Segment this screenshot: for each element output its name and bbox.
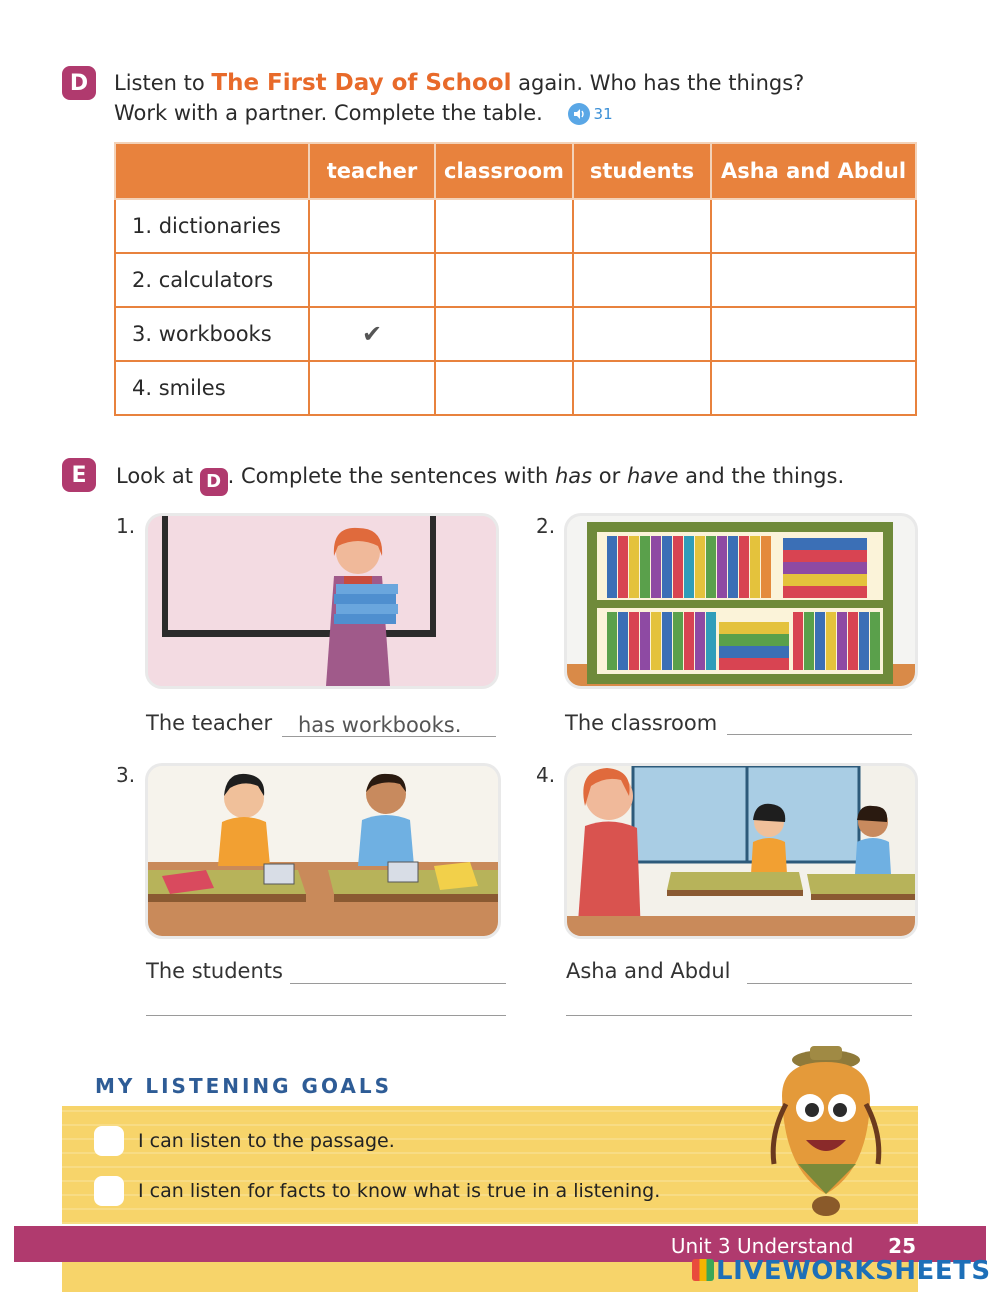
row-label: 3. workbooks <box>115 307 309 361</box>
table-cell[interactable] <box>435 199 573 253</box>
section-d-badge: D <box>62 66 96 100</box>
instruction-text: Work with a partner. Complete the table. <box>114 101 543 125</box>
table-row <box>115 307 916 361</box>
check-mark-cell[interactable]: ✔ <box>309 307 435 361</box>
goal-text: I can listen for facts to know what is true in a listening. <box>138 1180 661 1202</box>
table-cell[interactable] <box>435 361 573 415</box>
instruction-text: Listen to <box>114 71 212 95</box>
table-cell[interactable] <box>573 253 711 307</box>
section-d-reference-badge: D <box>200 468 228 496</box>
watermark-text: LIVEWORKSHEETS <box>716 1256 991 1286</box>
listening-goals-title: MY LISTENING GOALS <box>95 1074 393 1098</box>
footer-unit-label <box>671 1234 916 1258</box>
table-cell[interactable] <box>309 361 435 415</box>
header-asha-abdul: Asha and Abdul <box>711 143 916 199</box>
word-has: has <box>554 464 593 488</box>
instruction-text: . Complete the sentences with <box>227 464 555 488</box>
table-cell[interactable] <box>573 361 711 415</box>
goal-text: I can listen to the passage. <box>138 1130 395 1152</box>
speaker-icon[interactable] <box>568 103 590 125</box>
table-row <box>115 199 916 253</box>
header-classroom: classroom <box>435 143 573 199</box>
section-d-instruction <box>114 68 804 129</box>
table-cell[interactable] <box>309 253 435 307</box>
header-students: students <box>573 143 711 199</box>
story-title: The First Day of School <box>211 70 512 96</box>
mascot-illustration <box>760 1044 890 1222</box>
goal-checkbox[interactable] <box>94 1176 124 1206</box>
section-d-line1 <box>114 68 804 98</box>
goal-checkbox[interactable] <box>94 1126 124 1156</box>
header-blank <box>115 143 309 199</box>
teacher-workbooks-illustration <box>148 516 496 686</box>
answer-line[interactable] <box>566 1015 912 1016</box>
table-cell[interactable] <box>309 199 435 253</box>
exercise-number: 1. <box>116 514 136 538</box>
bookshelf-dictionaries-illustration <box>567 516 915 686</box>
table-cell[interactable] <box>711 307 916 361</box>
section-e-badge: E <box>62 458 96 492</box>
instruction-text: Look at <box>116 464 200 488</box>
students-calculators-illustration <box>148 766 498 936</box>
completion-table <box>114 142 917 416</box>
instruction-text: or <box>592 464 627 488</box>
row-label: 2. calculators <box>115 253 309 307</box>
exercise-sentence: The teacher <box>146 711 273 735</box>
liveworksheets-watermark <box>692 1256 991 1286</box>
answer-line[interactable] <box>146 1015 506 1016</box>
table-cell[interactable] <box>711 253 916 307</box>
instruction-text: and the things. <box>678 464 845 488</box>
exercise-sentence: The classroom <box>565 711 718 735</box>
audio-track[interactable] <box>568 99 613 129</box>
asha-abdul-classroom-illustration <box>567 766 915 936</box>
table-cell[interactable] <box>435 307 573 361</box>
goal-item <box>94 1176 660 1206</box>
liveworksheets-logo-icon <box>692 1259 714 1281</box>
exercise-sentence: Asha and Abdul <box>566 959 731 983</box>
goal-item <box>94 1126 395 1156</box>
table-cell[interactable] <box>711 361 916 415</box>
exercise-number: 2. <box>536 514 556 538</box>
table-cell[interactable] <box>711 199 916 253</box>
table-cell[interactable] <box>573 307 711 361</box>
header-teacher: teacher <box>309 143 435 199</box>
exercise-number: 3. <box>116 763 136 787</box>
answer-line[interactable] <box>727 734 912 735</box>
unit-label: Unit 3 Understand <box>670 1234 854 1258</box>
table-cell[interactable] <box>435 253 573 307</box>
table-header-row <box>115 143 916 199</box>
word-have: have <box>626 464 679 488</box>
answer-text[interactable]: has workbooks. <box>298 713 462 737</box>
row-label: 1. dictionaries <box>115 199 309 253</box>
table-row <box>115 253 916 307</box>
table-cell[interactable] <box>573 199 711 253</box>
page-number: 25 <box>888 1234 916 1258</box>
answer-line[interactable] <box>290 983 506 984</box>
section-e-instruction <box>116 461 844 496</box>
row-label: 4. smiles <box>115 361 309 415</box>
section-d-line2 <box>114 98 804 129</box>
table-row <box>115 361 916 415</box>
exercise-number: 4. <box>536 763 556 787</box>
exercise-sentence: The students <box>146 959 283 983</box>
answer-line[interactable] <box>747 983 912 984</box>
instruction-text: again. Who has the things? <box>511 71 805 95</box>
audio-track-number: 31 <box>593 105 613 123</box>
